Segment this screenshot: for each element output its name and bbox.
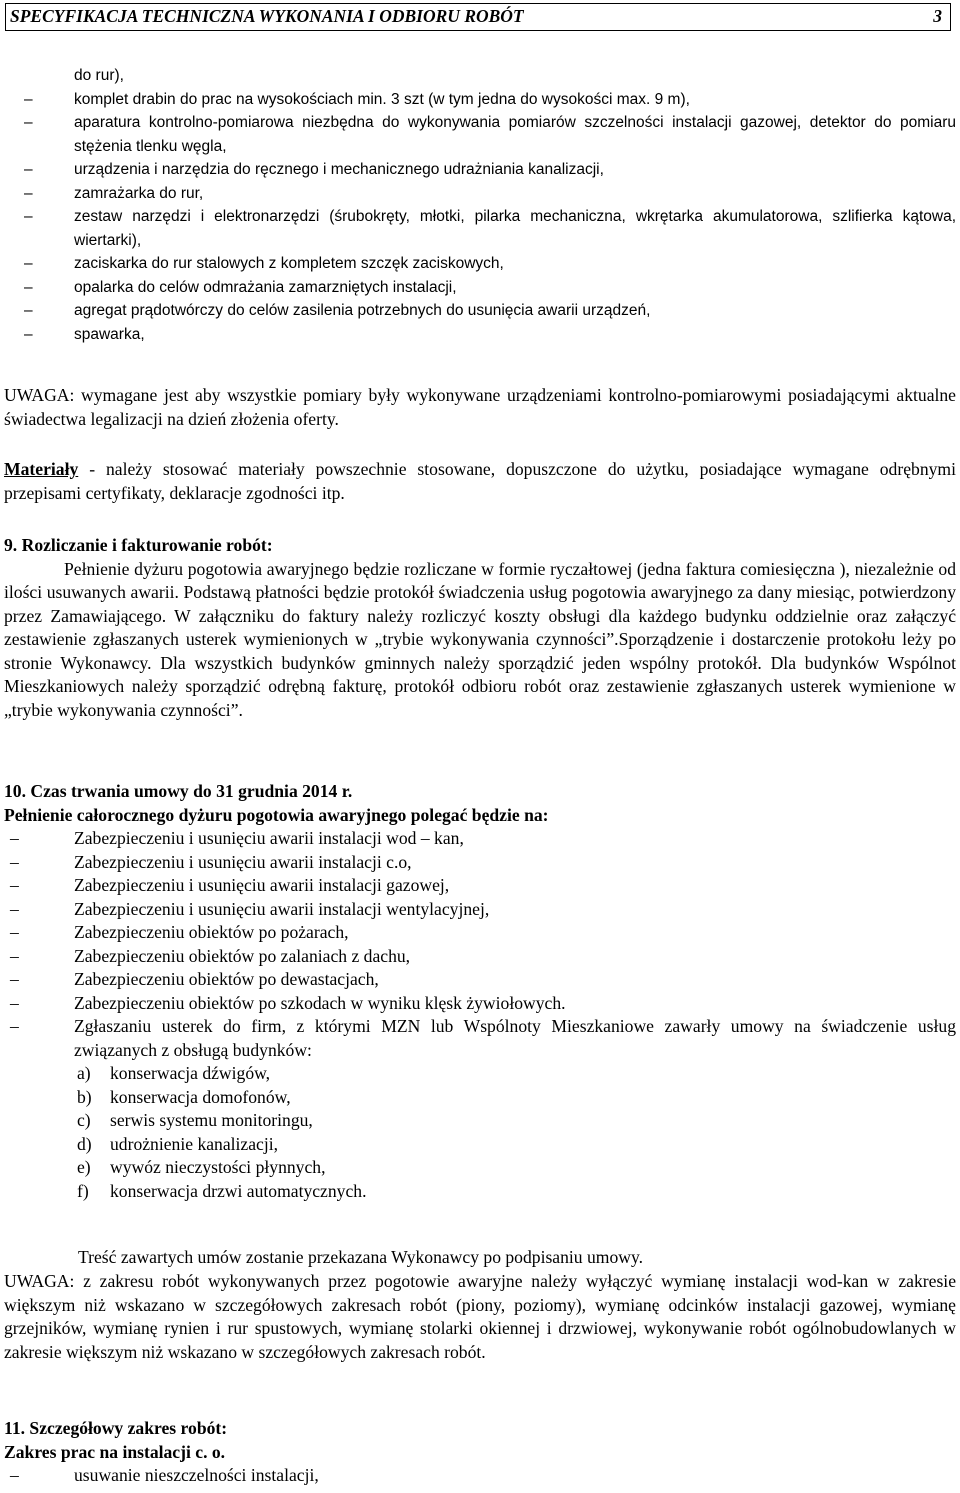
materials-paragraph [4, 458, 956, 505]
list-item: a) konserwacja dźwigów, [77, 1063, 271, 1083]
list-item: c) serwis systemu monitoringu, [77, 1110, 313, 1130]
uwaga-measurements: UWAGA: wymagane jest aby wszystkie pomiary były wykonywane urządzeniami kontrolno-pomiarowymi posiadającymi aktualne świadectwa legalizacji na dzień złożenia oferty. [4, 385, 956, 429]
list-item: – aparatura kontrolno-pomiarowa niezbędna do wykonywania pomiarów szczelności instalacji gazowej, detektor do pomiaru stężenia tlenku węgla, [24, 114, 956, 155]
contract-services-list [4, 1062, 956, 1203]
section-10 [4, 780, 956, 1203]
section-10-subtitle: Pełnienie całorocznego dyżuru pogotowia awaryjnego polegać będzie na: [4, 804, 549, 825]
duty-list [4, 827, 956, 1062]
contracts-note: Treść zawartych umów zostanie przekazana Wykonawcy po podpisaniu umowy. [78, 1247, 644, 1267]
co-works-list [4, 1464, 956, 1488]
section-11-title: 11. Szczegółowy zakres robót: [4, 1418, 228, 1438]
list-item: – Zabezpieczeniu obiektów po szkodach w wyniku klęsk żywiołowych. [10, 992, 566, 1013]
materials-label: Materiały [4, 459, 79, 479]
list-item: – Zabezpieczeniu obiektów po zalaniach z dachu, [10, 945, 411, 966]
list-item: – Zabezpieczeniu i usunięciu awarii instalacji wentylacyjnej, [10, 898, 490, 919]
list-item: b) konserwacja domofonów, [77, 1086, 291, 1107]
equipment-list-block [4, 64, 956, 346]
list-item: – zaciskarka do rur stalowych z kompletem szczęk zaciskowych, [24, 255, 504, 272]
header-title: SPECYFIKACJA TECHNICZNA WYKONANIA I ODBIORU ROBÓT [10, 6, 524, 27]
page-number: 3 [933, 6, 942, 27]
list-item: – zamrażarka do rur, [24, 184, 204, 202]
page-header [5, 3, 951, 31]
list-item: – Zabezpieczeniu i usunięciu awarii instalacji gazowej, [10, 875, 450, 895]
list-item: d) udrożnienie kanalizacji, [77, 1133, 279, 1154]
materials-text: - należy stosować materiały powszechnie stosowane, dopuszczone do użytku, posiadające wymagane odrębnymi przepisami certyfikaty, deklaracje zgodności itp. [4, 459, 956, 503]
section-9 [4, 534, 956, 722]
list-item: – komplet drabin do prac na wysokościach min. 3 szt (w tym jedna do wysokości max. 9 m), [24, 90, 690, 108]
section-9-text: Pełnienie dyżuru pogotowia awaryjnego będzie rozliczane w formie ryczałtowej (jedna faktura comiesięczna ), niezależnie od ilości usuwanych awarii. Podstawą płatności będzie protokół świadczenia usług pogotowia awaryjnego za dany miesiąc, potwierdzony przez Zamawiającego. W załączniku do faktury należy rozliczyć koszty obsługi dla każdego budynku oddzielnie oraz załączyć zestawienie zgłaszanych usterek wymienionych w „trybie wykonywania czynności”.Sporządzenie i dostarczenie protokołu leży po stronie Wykonawcy. Dla wszystkich budynków gminnych należy sporządzić jeden wspólny protokół. Dla budynków Wspólnot Mieszkaniowych należy sporządzić odrębną fakturę, protokół odbioru robót oraz zestawienie zgłaszanych usterek wymienione w „trybie wykonywania czynności”. [4, 558, 956, 720]
list-item: – Zgłaszaniu usterek do firm, z którymi MZN lub Wspólnoty Mieszkaniowe zawarły umowy na świadczenie usług związanych z obsługą budynków: [10, 1016, 956, 1060]
list-item: – Zabezpieczeniu obiektów po dewastacjach, [10, 969, 379, 989]
section-9-heading: 9. Rozliczanie i fakturowanie robót: [4, 535, 273, 555]
list-item: – Zabezpieczeniu i usunięciu awarii instalacji c.o, [10, 851, 412, 872]
list-item: – opalarka do celów odmrażania zamarzniętych instalacji, [24, 278, 457, 296]
list-item: – usuwanie nieszczelności instalacji, [10, 1465, 319, 1485]
list-item: – spawarka, [24, 325, 145, 343]
list-item: – Zabezpieczeniu obiektów po pożarach, [10, 922, 349, 942]
list-item: – zestaw narzędzi i elektronarzędzi (śrubokręty, młotki, pilarka mechaniczna, wkrętarka akumulatorowa, szlifierka kątowa, wiertarki), [24, 208, 956, 249]
equipment-list [4, 88, 956, 347]
list-item: – urządzenia i narzędzia do ręcznego i mechanicznego udrażniania kanalizacji, [24, 161, 604, 178]
section-10-title: 10. Czas trwania umowy do 31 grudnia 2014 r. [4, 781, 353, 801]
list-item: – Zabezpieczeniu i usunięciu awarii instalacji wod – kan, [10, 828, 464, 848]
uwaga-exclusions: UWAGA: z zakresu robót wykonywanych przez pogotowie awaryjne należy wyłączyć wymianę instalacji wod-kan w zakresie większym niż wskazano w szczegółowych zakresach robót (piony, poziomy), wymianę odcinków instalacji gazowej, wymianę grzejników, wymianę rynien i rur spustowych, wymianę stolarki okiennej i drzwiowej, wykonywanie robót ogólnobudowlanych w zakresie większym niż wskazano w szczegółowych zakresach robót. [4, 1271, 956, 1362]
list-item: e) wywóz nieczystości płynnych, [77, 1157, 326, 1177]
equipment-lead: do rur), [74, 67, 124, 84]
section-9-title: Rozliczanie i fakturowanie robót: [21, 535, 273, 555]
list-item: – agregat prądotwórczy do celów zasilenia potrzebnych do usunięcia awarii urządzeń, [24, 302, 651, 319]
section-11 [4, 1417, 956, 1488]
list-item: f) konserwacja drzwi automatycznych. [77, 1180, 367, 1201]
section-11-subtitle: Zakres prac na instalacji c. o. [4, 1441, 226, 1462]
